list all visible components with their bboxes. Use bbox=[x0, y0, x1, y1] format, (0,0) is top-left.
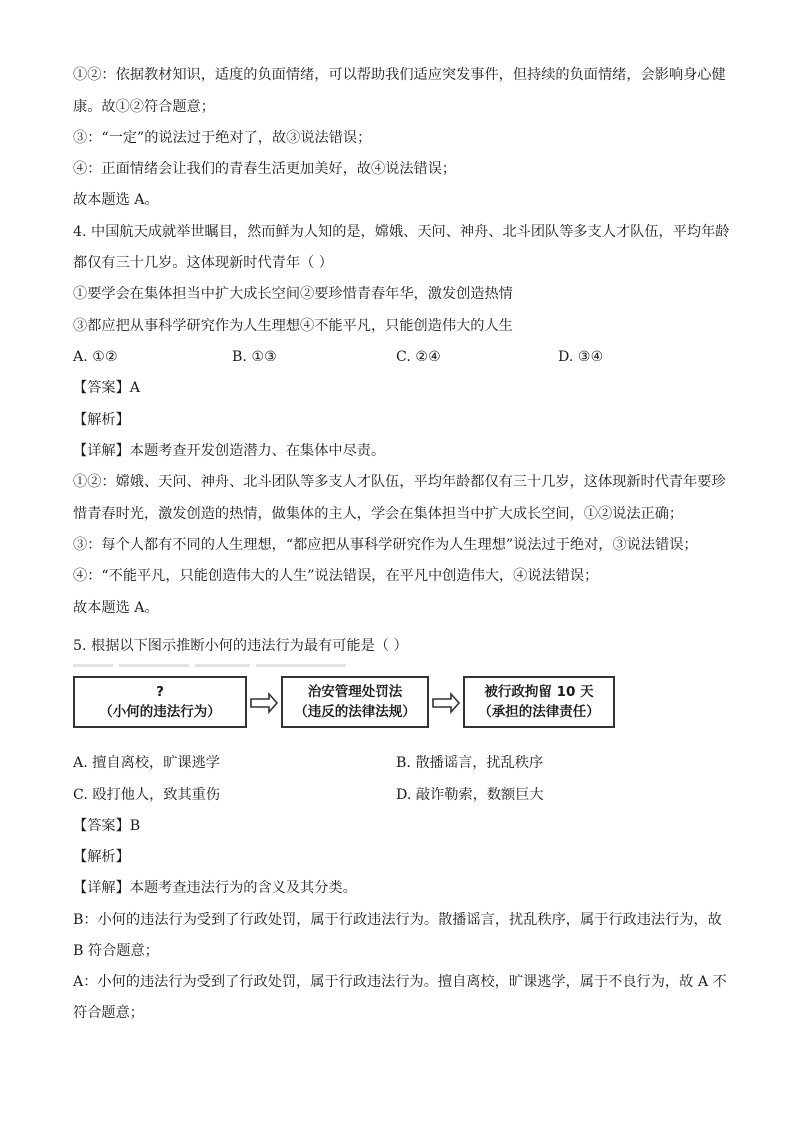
text-line: ③：每个人都有不同的人生理想，“都应把从事科学研究作为人生理想”说法过于绝对，③说法错误； bbox=[73, 537, 698, 553]
q4-option-a: A. ①② bbox=[73, 349, 118, 365]
text-line: 惜青春时光，激发创造的热情，做集体的主人，学会在集体担当中扩大成长空间，①②说法正确； bbox=[73, 506, 684, 522]
answer-label: 【答案】B bbox=[73, 818, 141, 834]
q5-option-d: D. 敲诈勒索，数额巨大 bbox=[396, 787, 544, 803]
text-line: B：小何的违法行为受到了行政处罚，属于行政违法行为。散播谣言，扰乱秩序，属于行政违法行为，故 bbox=[73, 912, 722, 928]
arrow-right-icon bbox=[431, 692, 461, 714]
text-line: 符合题意； bbox=[73, 1005, 144, 1021]
text-line: A：小何的违法行为受到了行政处罚，属于行政违法行为。擅自离校，旷课逃学，属于不良行为，故 A 不 bbox=[73, 974, 727, 990]
text-line: B 符合题意； bbox=[73, 943, 159, 959]
analysis-label: 【解析】 bbox=[73, 412, 130, 428]
text-line: ③：“一定”的说法过于绝对了，故③说法错误； bbox=[73, 130, 372, 146]
q4-option-d: D. ③④ bbox=[558, 349, 604, 365]
text-line: 都仅有三十几岁。这体现新时代青年（ ） bbox=[73, 255, 333, 271]
text-line: ①②：嫦娥、天问、神舟、北斗团队等多支人才队伍，平均年龄都仅有三十几岁，这体现新时代青年要珍 bbox=[73, 474, 726, 490]
text-line: 故本题选 A。 bbox=[73, 192, 159, 208]
text-line: ①②：依据教材知识，适度的负面情绪，可以帮助我们适应突发事件，但持续的负面情绪，会影响身心健 bbox=[73, 67, 726, 83]
question-5-stem: 5. 根据以下图示推断小何的违法行为最有可能是（ ） bbox=[73, 638, 408, 654]
q4-option-b: B. ①③ bbox=[232, 349, 277, 365]
text-line: ④：正面情绪会让我们的青春生活更加美好，故④说法错误； bbox=[73, 161, 457, 177]
text-line: ④：“不能平凡，只能创造伟大的人生”说法错误，在平凡中创造伟大，④说法错误； bbox=[73, 568, 599, 584]
flow-diagram bbox=[73, 672, 618, 734]
q5-option-b: B. 散播谣言，扰乱秩序 bbox=[396, 755, 544, 771]
detail-label: 【详解】本题考查违法行为的含义及其分类。 bbox=[73, 880, 357, 896]
diagram-box-behavior: ? （小何的违法行为） bbox=[73, 676, 247, 728]
analysis-label: 【解析】 bbox=[73, 849, 130, 865]
text-line: 康。故①②符合题意； bbox=[73, 99, 215, 115]
text-line: 故本题选 A。 bbox=[73, 600, 159, 616]
question-4-stem: 4. 中国航天成就举世瞩目，然而鲜为人知的是，嫦娥、天问、神舟、北斗团队等多支人才队伍，平均年龄 bbox=[73, 224, 730, 240]
answer-label: 【答案】A bbox=[73, 380, 140, 396]
q4-option-c: C. ②④ bbox=[396, 349, 441, 365]
diagram-box-liability: 被行政拘留 10 天 （承担的法律责任） bbox=[463, 676, 615, 728]
q5-option-a: A. 擅自离校，旷课逃学 bbox=[73, 755, 220, 771]
diagram-box-law: 治安管理处罚法 （违反的法律法规） bbox=[281, 676, 429, 728]
arrow-right-icon bbox=[249, 692, 279, 714]
question-4-statement: ③都应把从事科学研究作为人生理想④不能平凡，只能创造伟大的人生 bbox=[73, 318, 513, 334]
faint-bleed-through bbox=[73, 664, 393, 672]
q5-option-c: C. 殴打他人，致其重伤 bbox=[73, 787, 221, 803]
detail-label: 【详解】本题考查开发创造潜力、在集体中尽责。 bbox=[73, 443, 386, 459]
question-4-statement: ①要学会在集体担当中扩大成长空间②要珍惜青春年华，激发创造热情 bbox=[73, 286, 513, 302]
